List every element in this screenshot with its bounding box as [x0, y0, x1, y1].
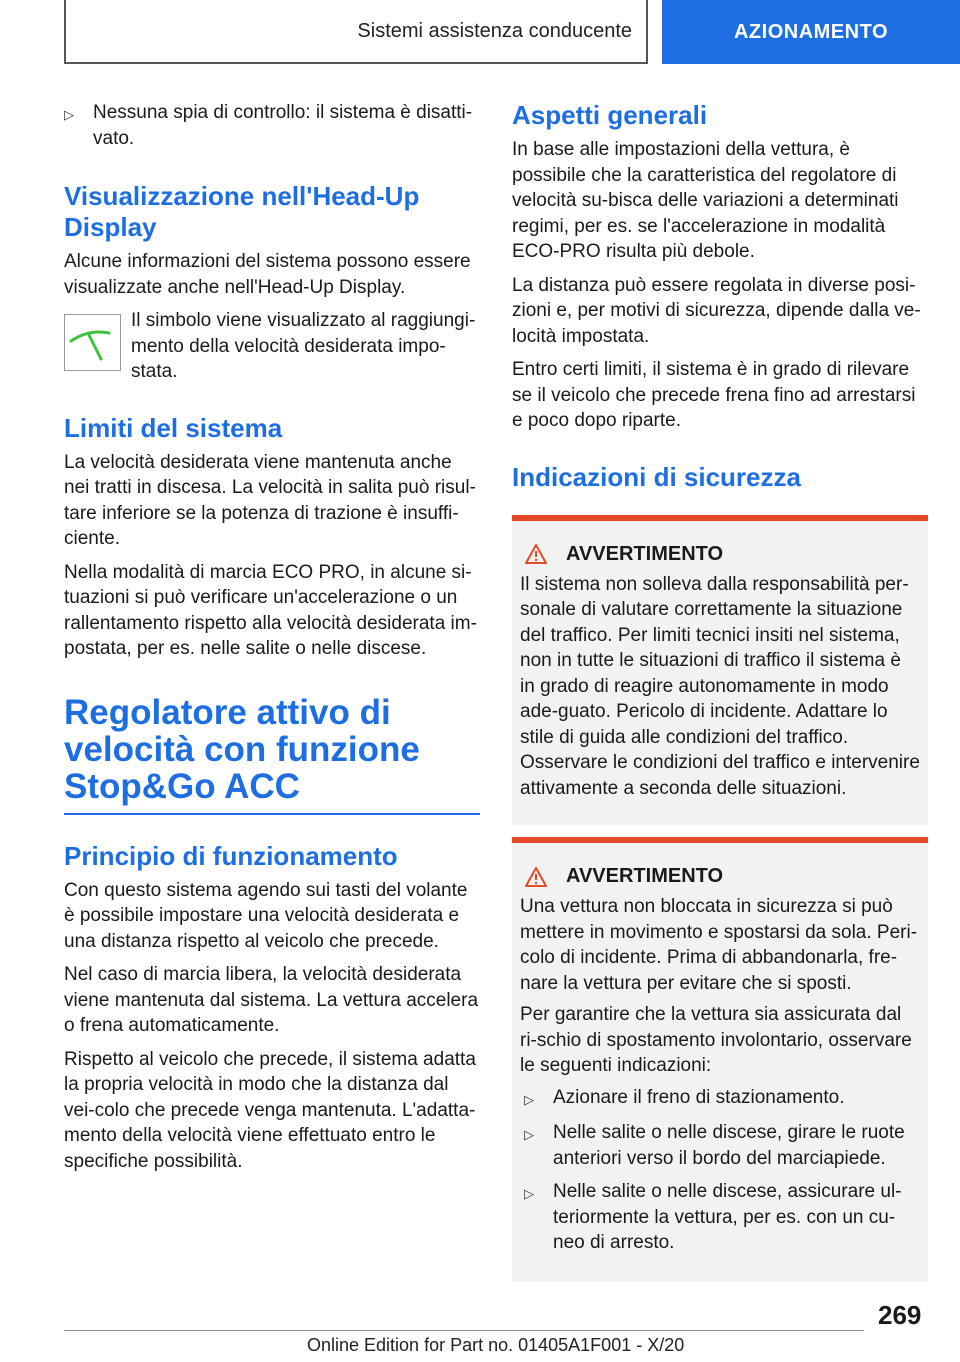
main-heading-block [64, 694, 480, 815]
warning-box [512, 515, 928, 826]
footer-divider [64, 1330, 864, 1331]
warning-box [512, 837, 928, 1282]
principle-paragraph-1: Con questo sistema agendo sui tasti del volante è possibile impostare una velocità desiderata e una distanza rispetto al veicolo che precede. [64, 879, 468, 952]
limits-paragraph-2: Nella modalità di marcia ECO PRO, in alcune si-tuazioni si può verificare un'accelerazione o un rallentamento rispetto alla velocità desiderata im-postata, per es. nelle salite o nelle discese. [64, 561, 477, 659]
page-number: 269 [878, 1300, 922, 1330]
general-paragraph-2: La distanza può essere regolata in diverse posi-zioni e, per motivi di sicurezza, dipende dalla ve-locità impostata. [512, 274, 921, 347]
warning-triangle-icon [524, 543, 548, 565]
hud-speed-reached-icon [64, 314, 121, 371]
principle-heading: Principio di funzionamento [64, 840, 398, 871]
hud-symbol-row [64, 308, 480, 385]
bullet-text: Nelle salite o nelle discese, girare le ruote anteriori verso il bordo del marciapiede. [553, 1122, 905, 1169]
general-paragraph-3: Entro certi limiti, il sistema è in grado di rilevare se il veicolo che precede frena fino ad arrestarsi e poco dopo riparte. [512, 359, 916, 431]
general-paragraph-1: In base alle impostazioni della vettura, è possibile che la caratteristica del regolatore di velocità su-bisca delle variazioni a determinati regimi, per es. se l'accelerazione in modalità ECO-PRO risulta più debole. [512, 139, 899, 262]
warning-title-text: AVVERTIMENTO [566, 865, 724, 887]
warning-triangle-icon [524, 866, 548, 888]
hud-text: Alcune informazioni del sistema possono essere visualizzate anche nell'Head-Up Display. [64, 251, 471, 298]
general-heading: Aspetti generali [512, 100, 708, 130]
list-item [524, 1179, 920, 1256]
limits-heading: Limiti del sistema [64, 412, 283, 443]
warning-text: Una vettura non bloccata in sicurezza si può mettere in movimento e spostarsi da sola. Peri-colo di incidente. Prima di abbandonarla, fre-nare la vettura per evitare che si sposti. [520, 896, 918, 994]
list-item [524, 1085, 920, 1113]
main-heading: Regolatore attivo di velocità con funzione Stop&Go ACC [64, 692, 420, 806]
safety-heading: Indicazioni di sicurezza [512, 461, 801, 492]
header-chapter-title: AZIONAMENTO [733, 20, 888, 43]
triangle-bullet-icon: ▷ [524, 1091, 534, 1107]
bullet-text: Azionare il freno di stazionamento. [553, 1086, 845, 1108]
principle-paragraph-2: Nel caso di marcia libera, la velocità desiderata viene mantenuta dal sistema. La vettura accelera o frena automaticamente. [64, 964, 479, 1036]
principle-paragraph-3: Rispetto al veicolo che precede, il sistema adatta la propria velocità in modo che la distanza dal vei-colo che precede venga mantenuta. L'adatta-mento della velocità viene effettuato entro le specifiche possibilità. [64, 1048, 476, 1172]
list-item [64, 100, 480, 151]
triangle-bullet-icon: ▷ [524, 1186, 534, 1201]
right-column [512, 100, 928, 1294]
limits-paragraph-1: La velocità desiderata viene mantenuta anche nei tratti in discesa. La velocità in salita può risul-tare inferiore se la potenza di trazione è insuffi-ciente. [64, 451, 476, 549]
warning-title [520, 865, 920, 888]
warning-title-text: AVVERTIMENTO [566, 542, 724, 565]
bullet-text: Nelle salite o nelle discese, assicurare ul-teriormente la vettura, per es. con un cu-neo di arresto. [553, 1181, 902, 1253]
warning-text: Il sistema non solleva dalla responsabilità per-sonale di valutare correttamente la situazione del traffico. Per limiti tecnici insiti nel sistema, non in tutte le situazioni di traffico il sistema è in grado di reagire autonomamente in modo ade-guato. Pericolo di incidente. Adattare lo stile di guida alle condizioni del traffico. Osservare le condizioni del traffico e intervenire attivamente a seconda delle situazioni. [520, 573, 920, 799]
warning-text: Per garantire che la vettura sia assicurata dal ri-schio di spostamento involontario, osservare le seguenti indicazioni: [520, 1004, 912, 1076]
left-column [64, 100, 480, 1182]
header-section-tab [64, 0, 648, 64]
list-item [524, 1120, 920, 1171]
triangle-bullet-icon: ▷ [524, 1127, 534, 1142]
warning-title [520, 543, 920, 566]
hud-heading: Visualizzazione nell'Head-Up Display [64, 181, 420, 242]
triangle-bullet-icon: ▷ [64, 107, 74, 122]
hud-symbol-text: Il simbolo viene visualizzato al raggiungi-mento della velocità desiderata impo-stata. [131, 310, 476, 382]
footer-edition: Online Edition for Part no. 01405A1F001 - X/20 [307, 1335, 685, 1355]
header-chapter-tab [662, 0, 960, 64]
bullet-text: Nessuna spia di controllo: il sistema è disatti-vato. [93, 102, 473, 149]
header-section-title: Sistemi assistenza conducente [357, 19, 632, 42]
